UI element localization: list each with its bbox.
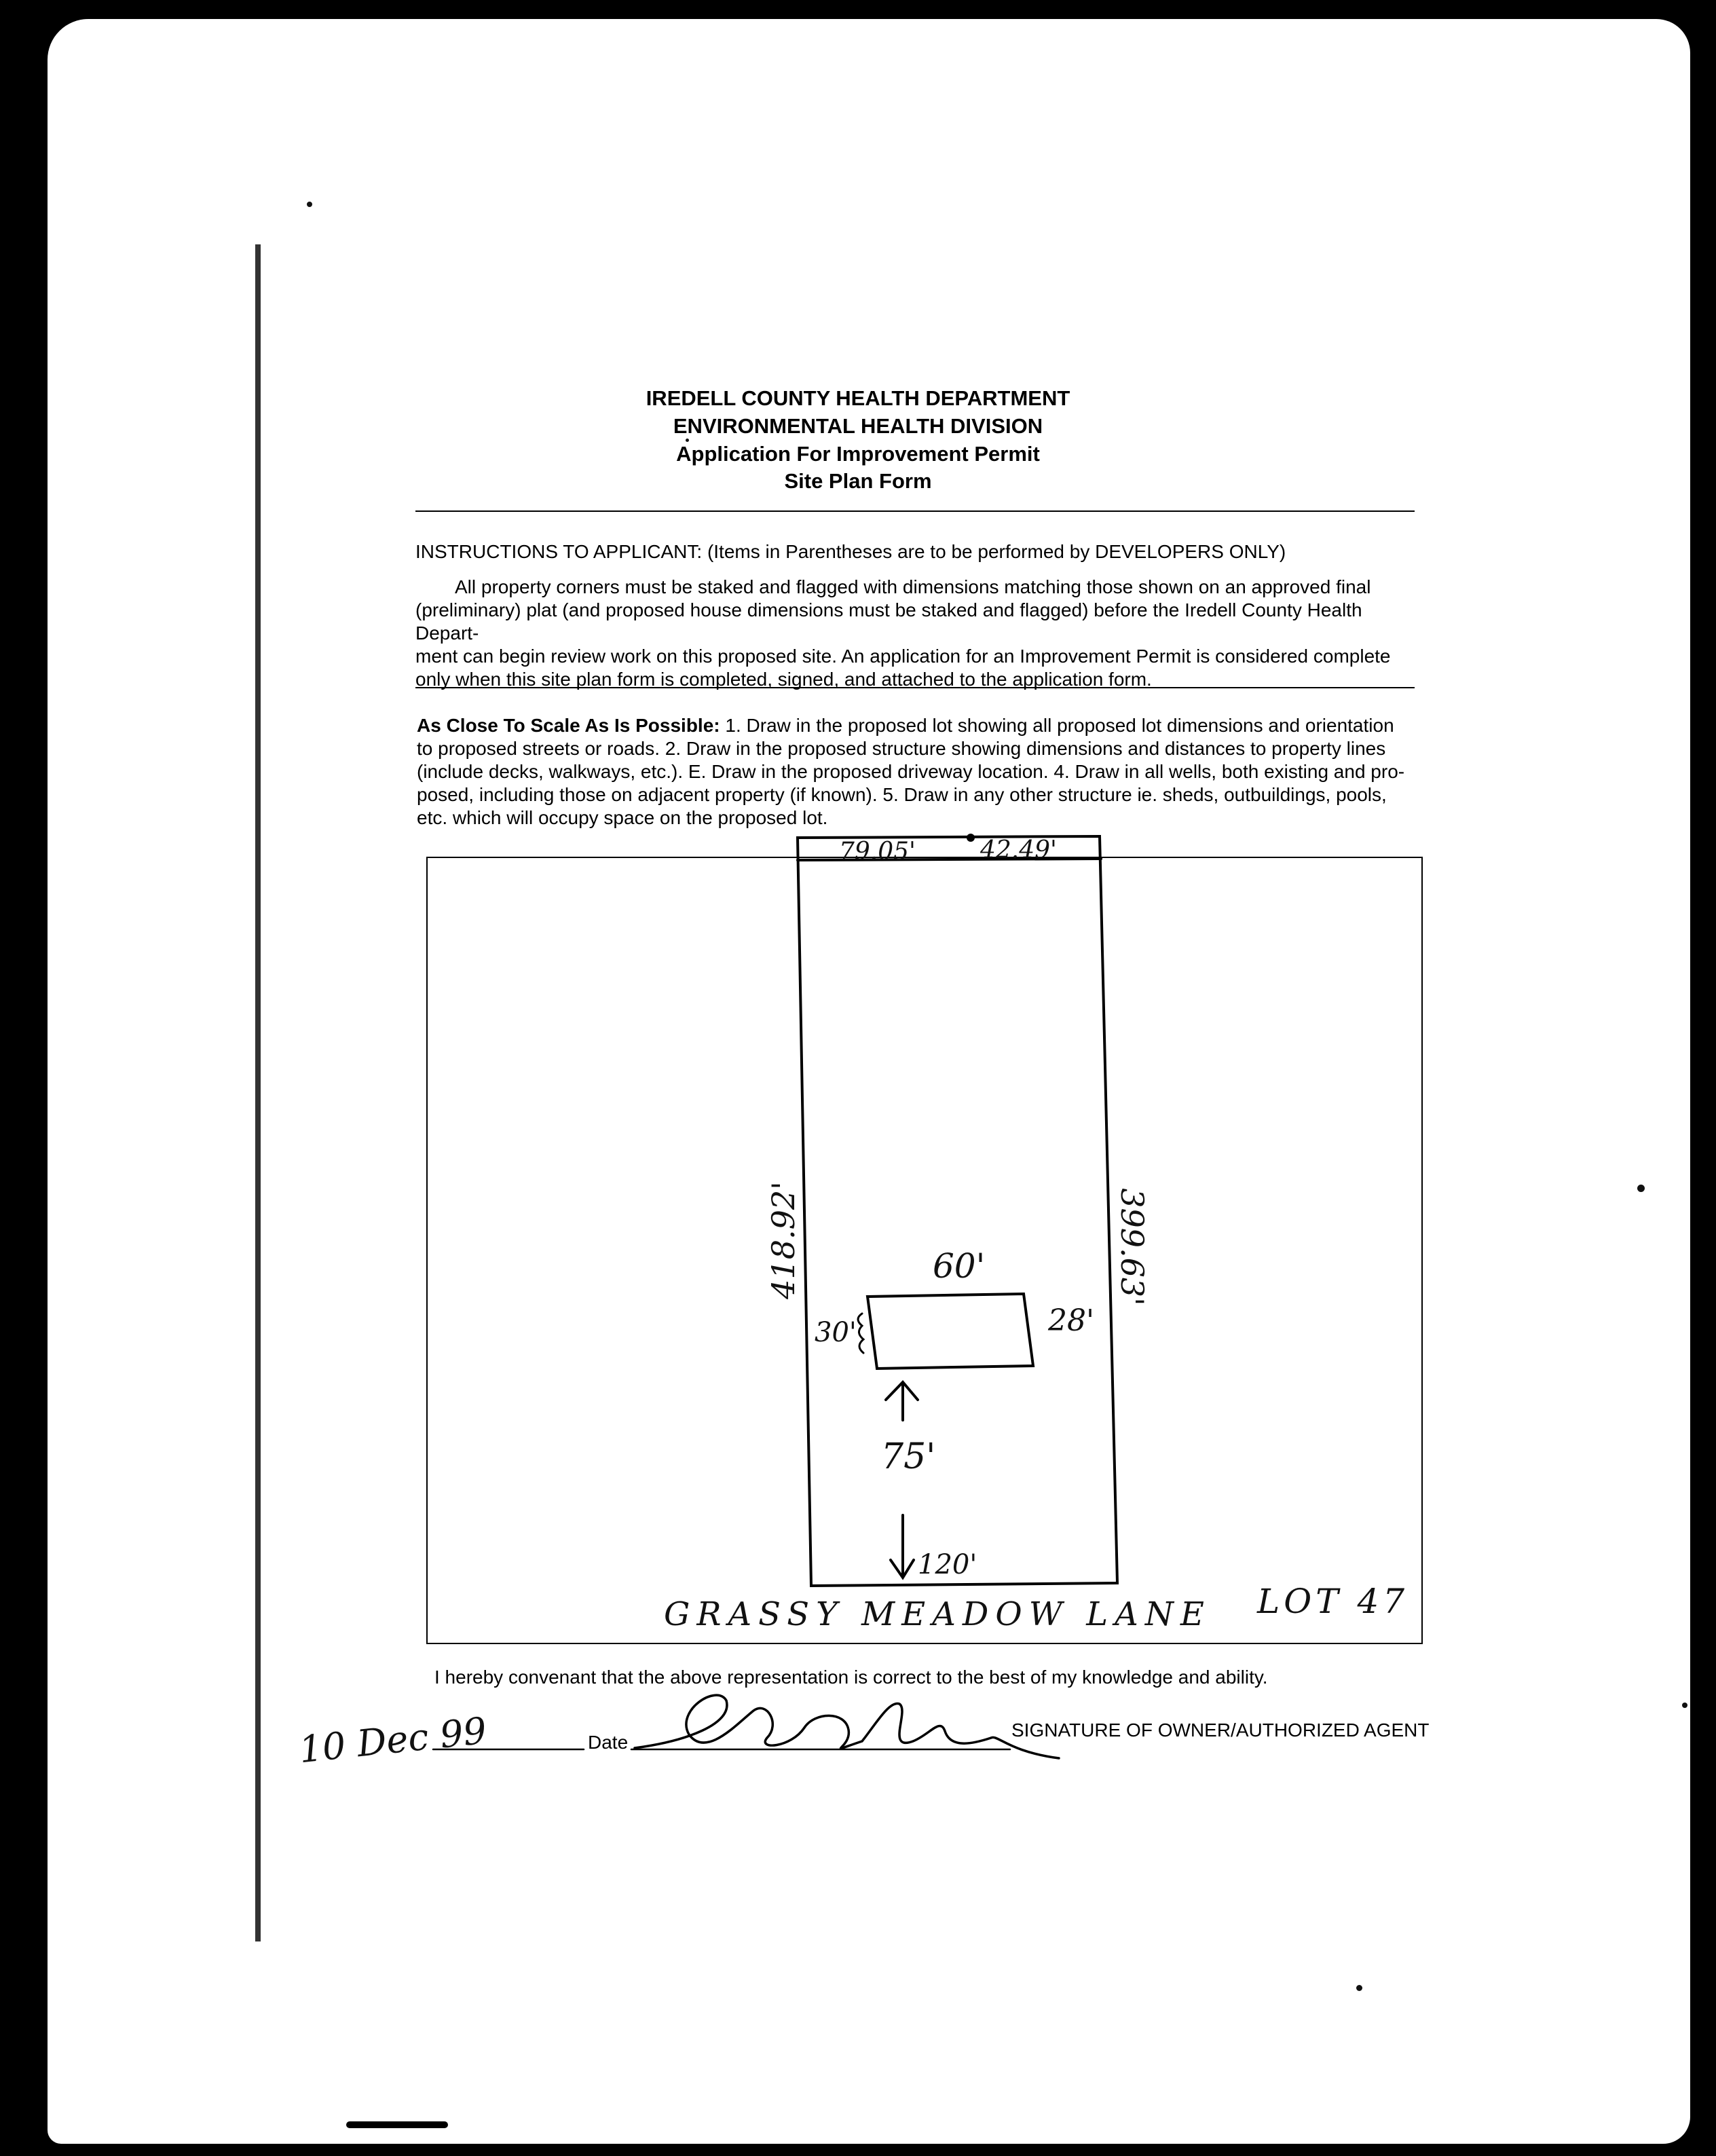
scale-note-line-4: posed, including those on adjacent property (if known). 5. Draw in any other structure ie. sheds, outbuildings, pools,: [417, 784, 1387, 805]
corner-dot: [967, 834, 975, 842]
scale-note-lead: As Close To Scale As Is Possible:: [417, 715, 720, 736]
setback-dimension: 75': [881, 1436, 936, 1477]
header-line-2: ENVIRONMENTAL HEALTH DIVISION: [673, 414, 1043, 438]
house-footprint: [868, 1294, 1033, 1369]
signature-label: SIGNATURE OF OWNER/AUTHORIZED AGENT: [1011, 1720, 1430, 1741]
left-side-dimension: 418.92': [765, 1181, 802, 1299]
top-right-dimension: 42.49': [980, 836, 1057, 864]
header-line-1: IREDELL COUNTY HEALTH DEPARTMENT: [646, 386, 1070, 410]
scale-note-line-1-text: 1. Draw in the proposed lot showing all proposed lot dimensions and orientation: [720, 715, 1394, 736]
date-label: Date: [588, 1732, 629, 1753]
scale-note-line-2: to proposed streets or roads. 2. Draw in the proposed structure showing dimensions and distances to property lines: [417, 738, 1386, 759]
right-side-dimension: 399.63': [1114, 1188, 1151, 1306]
instructions-line-2: (preliminary) plat (and proposed house dimensions must be staked and flagged) before the Iredell County Health Depart-: [415, 599, 1362, 644]
house-width-dimension: 60': [933, 1246, 986, 1286]
house-right-depth: 28': [1048, 1303, 1095, 1338]
instructions-line-1: All property corners must be staked and flagged with dimensions matching those shown on an approved final: [455, 576, 1371, 597]
date-value: 10 Dec 99: [297, 1709, 489, 1772]
frontage-dimension: 120': [918, 1549, 977, 1580]
lot-outline: [798, 836, 1117, 1586]
depth-brace: [858, 1314, 863, 1353]
top-left-dimension: 79.05': [839, 838, 916, 866]
scale-note-line-3: (include decks, walkways, etc.). E. Draw in the proposed driveway location. 4. Draw in all wells, both existing and pro-: [417, 761, 1405, 782]
header-line-3: Application For Improvement Permit: [676, 442, 1040, 466]
scale-note-line-5: etc. which will occupy space on the proposed lot.: [417, 807, 828, 828]
instructions-line-4: only when this site plan form is completed, signed, and attached to the application form.: [415, 669, 1152, 690]
instructions-heading: INSTRUCTIONS TO APPLICANT: (Items in Parentheses are to be performed by DEVELOPERS ONLY): [415, 541, 1286, 562]
instructions-line-3: ment can begin review work on this proposed site. An application for an Improvement Permit is considered complete: [415, 646, 1391, 667]
header-line-4: Site Plan Form: [784, 469, 932, 493]
house-left-depth: 30': [815, 1317, 857, 1348]
certification-statement: I hereby convenant that the above representation is correct to the best of my knowledge and ability.: [434, 1667, 1268, 1688]
street-name: GRASSY MEADOW LANE: [664, 1595, 1211, 1633]
lot-number: LOT 47: [1257, 1582, 1409, 1621]
